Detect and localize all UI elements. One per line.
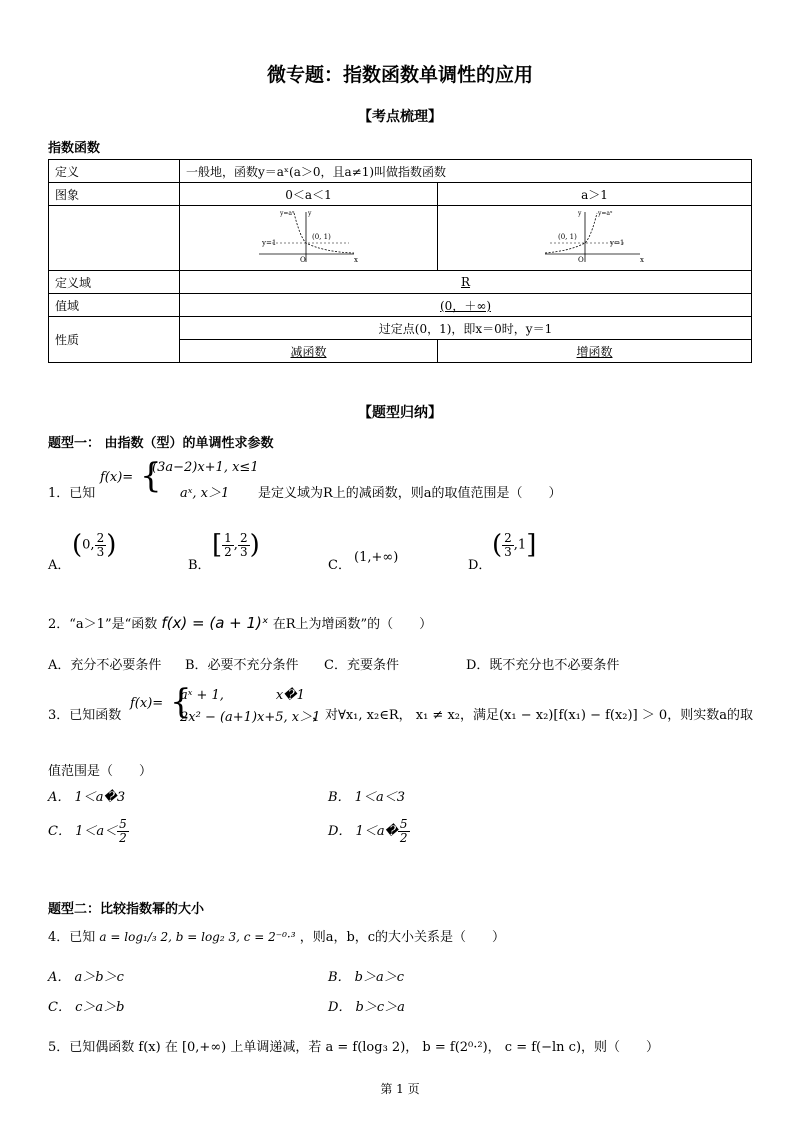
option-1a: (0, $\frac{2}{3}$ ) [72, 530, 117, 560]
table-cell-range: (0，＋∞) [440, 298, 491, 313]
graph-right-line-label: y=1 [609, 238, 624, 247]
graph-right-curve-label: y=aˣ [597, 209, 613, 217]
option-1b-label: B． [188, 558, 211, 573]
graph-left-point-label: (0, 1) [311, 232, 331, 241]
table-cell-case-lt1: 0＜a＜1 [180, 183, 438, 206]
option-2c: C．充要条件 [324, 658, 399, 673]
subheading-exponential: 指数函数 [48, 141, 101, 156]
option-3d: D． 1＜a� $\frac{5}{2}$ [328, 817, 408, 845]
option-1b: [ $\frac{1}{2}$ , $\frac{2}{3}$ ) [212, 530, 260, 560]
table-cell-domain: R [460, 275, 471, 289]
table-cell-empty [49, 206, 180, 271]
table-cell-graph-label: 图象 [49, 183, 180, 206]
graph-left-line-label: y=1 [261, 238, 276, 247]
option-3a: A． 1＜a�3 [48, 790, 126, 805]
option-4c: C． c＞a＞b [48, 1000, 125, 1015]
option-3b: B． 1＜a＜3 [328, 790, 405, 805]
graph-left-curve-label: y=aˣ [279, 209, 295, 217]
question-2: 2．“a＞1”是“函数 f(x) = (a + 1)ˣ 在R上为增函数”的（ ） [48, 614, 433, 632]
table-cell-decreasing: 减函数 [290, 344, 327, 359]
option-1d-label: D． [468, 558, 492, 573]
graph-decreasing-svg [254, 207, 364, 267]
graph-right-x-label: x [639, 255, 644, 264]
option-2b: B．必要不充分条件 [185, 658, 299, 673]
section-heading-types: 【题型归纳】 [358, 405, 442, 421]
option-1d: ( $\frac{2}{3}$ ,1] [492, 530, 537, 560]
page-title: 微专题：指数函数单调性的应用 [266, 64, 533, 86]
question-3-continued: 值范围是（ ） [48, 764, 153, 779]
page-footer: 第 1 页 [380, 1082, 420, 1096]
table-cell-domain-label: 定义域 [49, 271, 180, 294]
question-5: 5．已知偶函数 f(x) 在 [0,+∞) 上单调递减，若 a = f(log₃ 2)， b = f(2⁰·²)， c = f(−ln c)，则（ ） [48, 1040, 660, 1055]
table-cell-fixed-point: 过定点(0，1)，即x＝0时，y＝1 [180, 317, 752, 340]
option-2a: A．充分不必要条件 [48, 658, 162, 673]
option-4d: D． b＞c＞a [328, 1000, 405, 1015]
type1-heading: 题型一： 由指数（型）的单调性求参数 [48, 436, 274, 451]
table-cell-case-gt1: a＞1 [438, 183, 752, 206]
graph-left-y-label: y [307, 209, 311, 217]
option-1c-label: C． [328, 558, 351, 573]
graph-left-origin-label: O [299, 255, 306, 264]
exponential-function-table [48, 159, 752, 363]
option-3c: C． 1＜a＜ $\frac{5}{2}$ [48, 817, 127, 845]
option-4a: A． a＞b＞c [48, 970, 124, 985]
section-heading-review: 【考点梳理】 [358, 109, 442, 125]
question-1: 1．已知 f(x)= { (3a−2)x+1, x≤1 aˣ, x＞1 是定义域为R上的减函数，则a的取值范围是（ ） [48, 456, 562, 501]
table-cell-increasing: 增函数 [576, 344, 613, 359]
option-4b: B． b＞a＞c [328, 970, 405, 985]
table-cell-definition-label: 定义 [49, 160, 180, 183]
table-cell-definition: 一般地，函数y＝aˣ(a＞0，且a≠1)叫做指数函数 [180, 160, 752, 183]
type2-heading: 题型二：比较指数幂的大小 [48, 902, 205, 917]
question-4: 4．已知 a = log₁/₃ 2, b = log₂ 3, c = 2⁻⁰·³ ，则a，b，c的大小关系是（ ） [48, 930, 506, 945]
option-1c: (1,+∞) [354, 550, 399, 565]
graph-right-point-label: (0, 1) [557, 232, 577, 241]
table-cell-range-label: 值域 [49, 294, 180, 317]
graph-right-y-label: y [577, 209, 581, 217]
graph-increasing-svg [540, 207, 650, 267]
option-2d: D．既不充分也不必要条件 [466, 658, 620, 673]
graph-left-x-label: x [353, 255, 358, 264]
graph-increasing [438, 206, 752, 271]
question-1-options [48, 530, 758, 573]
graph-right-origin-label: O [577, 255, 584, 264]
question-3: 3．已知函数 f(x)= { aˣ + 1, x�1 2x² − (a+1)x+5, x＞1 ，对∀x₁, x₂∈R， x₁ ≠ x₂，满足(x₁ − x₂)[f(x₁) − f(x₂)] ＞ 0，则实数a的取 [48, 682, 753, 725]
option-1a-label: A． [48, 558, 71, 573]
table-cell-property-label: 性质 [49, 317, 180, 363]
graph-decreasing [180, 206, 438, 271]
